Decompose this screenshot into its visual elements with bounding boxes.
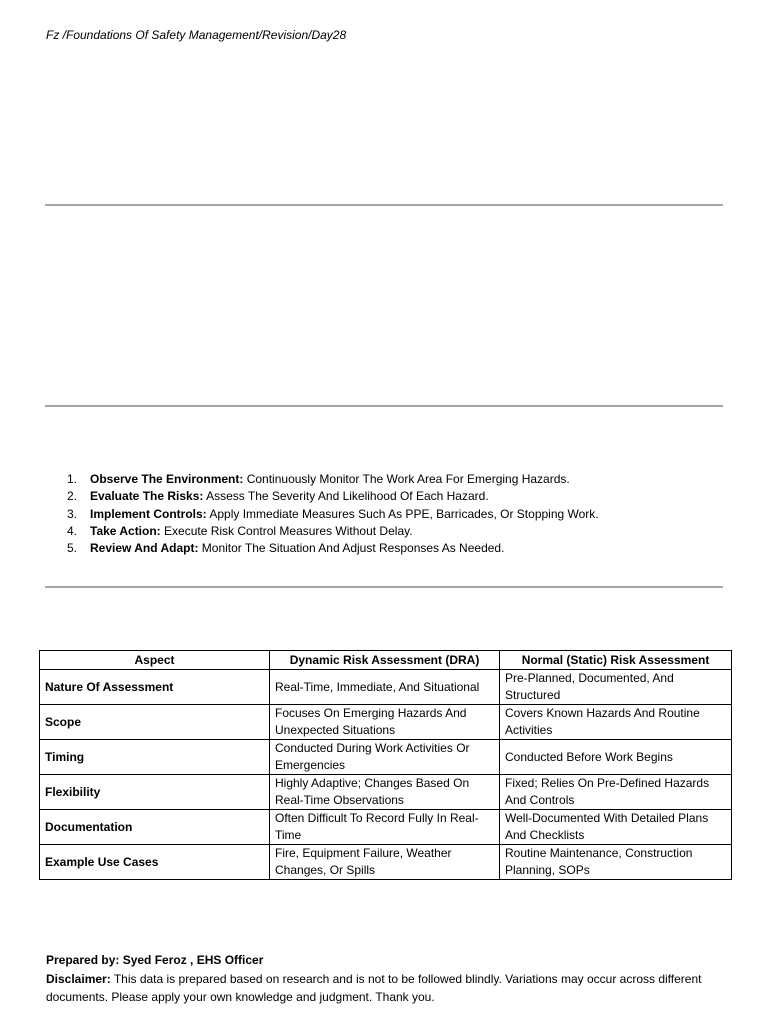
step-number: 1. (67, 472, 78, 486)
dra-cell: Focuses On Emerging Hazards And Unexpected Situations (270, 705, 500, 740)
list-item (67, 471, 599, 488)
table-row (40, 775, 732, 810)
comparison-table (39, 650, 732, 880)
column-header-static: Normal (Static) Risk Assessment (500, 651, 732, 670)
step-text: Execute Risk Control Measures Without Delay. (160, 523, 413, 538)
column-header-aspect: Aspect (40, 651, 270, 670)
static-cell: Pre-Planned, Documented, And Structured (500, 670, 732, 705)
step-number: 3. (67, 506, 78, 521)
list-item (67, 540, 599, 557)
step-number: 5. (67, 541, 78, 556)
static-cell: Routine Maintenance, Construction Planning, SOPs (500, 845, 732, 880)
table-row (40, 670, 732, 705)
step-title: Review And Adapt: (90, 541, 199, 556)
step-title: Implement Controls: (90, 506, 207, 521)
table-row (40, 810, 732, 845)
list-item (67, 506, 599, 523)
aspect-cell: Flexibility (40, 775, 270, 810)
step-text: Continuously Monitor The Work Area For Emerging Hazards. (243, 472, 570, 486)
column-header-dra: Dynamic Risk Assessment (DRA) (270, 651, 500, 670)
table-row (40, 845, 732, 880)
dra-cell: Highly Adaptive; Changes Based On Real-Time Observations (270, 775, 500, 810)
step-text: Apply Immediate Measures Such As PPE, Barricades, Or Stopping Work. (206, 506, 599, 521)
static-cell: Covers Known Hazards And Routine Activities (500, 705, 732, 740)
prepared-by: Prepared by: Syed Feroz , EHS Officer (46, 953, 264, 967)
dra-cell: Often Difficult To Record Fully In Real-Time (270, 810, 500, 845)
step-text: Assess The Severity And Likelihood Of Each Hazard. (203, 489, 489, 504)
static-cell: Conducted Before Work Begins (500, 740, 732, 775)
document-header-path: Fz /Foundations Of Safety Management/Revision/Day28 (46, 28, 347, 42)
disclaimer (46, 971, 726, 1006)
static-cell: Fixed; Relies On Pre-Defined Hazards And Controls (500, 775, 732, 810)
section-divider (45, 405, 723, 407)
table-header-row (40, 651, 732, 670)
aspect-cell: Nature Of Assessment (40, 670, 270, 705)
step-title: Evaluate The Risks: (90, 489, 204, 504)
aspect-cell: Scope (40, 705, 270, 740)
dra-cell: Fire, Equipment Failure, Weather Changes, Or Spills (270, 845, 500, 880)
table-row (40, 740, 732, 775)
dra-cell: Conducted During Work Activities Or Emergencies (270, 740, 500, 775)
dra-cell: Real-Time, Immediate, And Situational (270, 670, 500, 705)
disclaimer-label: Disclaimer: (46, 972, 111, 986)
step-text: Monitor The Situation And Adjust Responses As Needed. (198, 541, 505, 556)
section-divider (45, 586, 723, 588)
dra-steps-list (67, 471, 599, 557)
step-number: 2. (67, 489, 78, 504)
aspect-cell: Example Use Cases (40, 845, 270, 880)
aspect-cell: Timing (40, 740, 270, 775)
step-title: Take Action: (90, 523, 161, 538)
list-item (67, 523, 599, 540)
aspect-cell: Documentation (40, 810, 270, 845)
disclaimer-text: This data is prepared based on research and is not to be followed blindly. Variations may occur across different documents. Please apply your own knowledge and judgment. Thank you. (46, 972, 702, 1004)
step-number: 4. (67, 523, 78, 538)
table-row (40, 705, 732, 740)
step-title: Observe The Environment: (90, 472, 244, 486)
static-cell: Well-Documented With Detailed Plans And Checklists (500, 810, 732, 845)
section-divider (45, 204, 723, 206)
list-item (67, 488, 599, 505)
